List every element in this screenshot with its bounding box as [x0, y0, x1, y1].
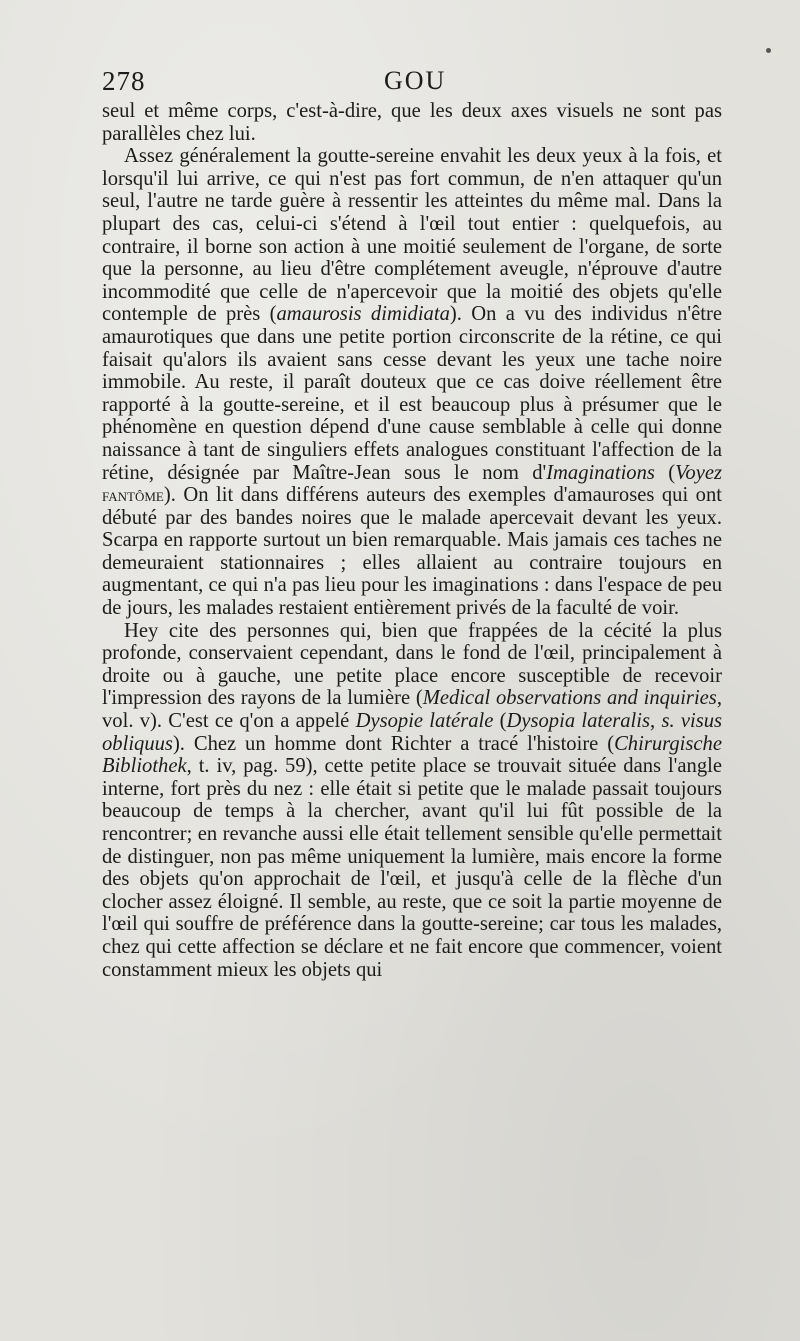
text-run: ,	[650, 710, 662, 733]
small-caps-text: fantôme	[102, 485, 164, 506]
text-run: , t. iv, pag. 59), cette petite place se trouvait située dans l'angle interne, fort près du nez : elle était si petite que le malade passait toujours beaucoup de temps à la chercher, avant qu'il lui fût possible de la rencontrer; en revanche aussi elle était tellement sensible qu'elle permettait de distinguer, non pas même uniquement la lumière, mais encore la forme des objets qu'on approchait de l'œil, et jusqu'à celle de la flèche d'un clocher assez éloigné. Il semble, au reste, que ce soit la partie moyenne de l'œil qui souffre de préférence dans la goutte-sereine; car tous les malades, chez qui cette affection se déclare et ne fait encore que commencer, voient constamment mieux les objets qui	[102, 755, 722, 981]
running-head: GOU	[384, 66, 447, 95]
page-header	[102, 62, 722, 98]
text-run: Hey cite des personnes qui, bien que frappées de la cécité la plus profonde, conservaient cependant, dans le fond de l'œil, principalement à droite ou à gauche, une petite place encore susceptible de recevoir l'impression des rayons de la lumière (	[102, 619, 722, 710]
text-run: (	[654, 461, 676, 484]
italic-text: Chirurgische Bibliothek	[102, 732, 722, 778]
text-run: ). Chez un homme dont Richter a tracé l'histoire (	[172, 732, 615, 755]
italic-text: amaurosis dimidiata	[276, 303, 450, 326]
text-run: seul et même corps, c'est-à-dire, que les deux axes visuels ne sont pas parallèles chez lui.	[102, 100, 722, 145]
ink-speck	[766, 48, 771, 53]
text-run: ). On a vu des individus n'être amaurotiques que dans une petite portion circonscrite de la rétine, ce qui faisait qu'alors ils avaient sans cesse devant les yeux une tache noire immobile. Au reste, il paraît douteux que ce cas doive réellement être rapporté à la goutte-sereine, et il est beaucoup plus à présumer que le phénomène en question dépend d'une cause semblable à celle qui donne naissance à tant de singuliers effets analogues constituant l'affection de la rétine, désignée par Maître-Jean sous le nom d'	[102, 303, 723, 484]
body-text	[102, 100, 722, 981]
text-run: Assez généralement la goutte-sereine envahit les deux yeux à la fois, et lorsqu'il lui arrive, ce qui n'est pas fort commun, de n'en attaquer qu'un seul, l'autre ne tarde guère à ressentir les atteintes du même mal. Dans la plupart des cas, celui-ci s'étend à l'œil tout entier : quelquefois, au contraire, il borne son action à une moitié seulement de l'organe, de sorte que la personne, au lieu d'être complétement aveugle, n'éprouve d'autre incommodité que celle de n'apercevoir que la moitié des objets qu'elle contemple de près (	[102, 145, 722, 326]
text-run: , vol. v). C'est ce q'on a appelé	[102, 687, 722, 733]
italic-text: Dysopie latérale	[355, 710, 494, 733]
italic-text: Imaginations	[546, 461, 655, 484]
text-run: ). On lit dans différens auteurs des exemples d'amauroses qui ont débuté par des bandes noires que le malade apercevait devant les yeux. Scarpa en rapporte surtout un bien remarquable. Mais jamais ces taches ne demeuraient stationnaires ; elles allaient au contraire toujours en augmentant, ce qui n'a pas lieu pour les imaginations : dans l'espace de peu de jours, les malades restaient entièrement privés de la faculté de voir.	[102, 484, 722, 620]
text-run: (	[493, 710, 507, 733]
paragraph-continuation	[102, 100, 722, 145]
paragraph	[102, 145, 722, 619]
italic-text: Dysopia lateralis	[506, 710, 651, 733]
italic-text: Voyez	[675, 461, 722, 484]
italic-text: Medical observations and inquiries	[422, 687, 717, 710]
italic-text: s. visus obliquus	[102, 710, 723, 755]
paragraph	[102, 620, 722, 982]
page-number: 278	[102, 66, 146, 96]
